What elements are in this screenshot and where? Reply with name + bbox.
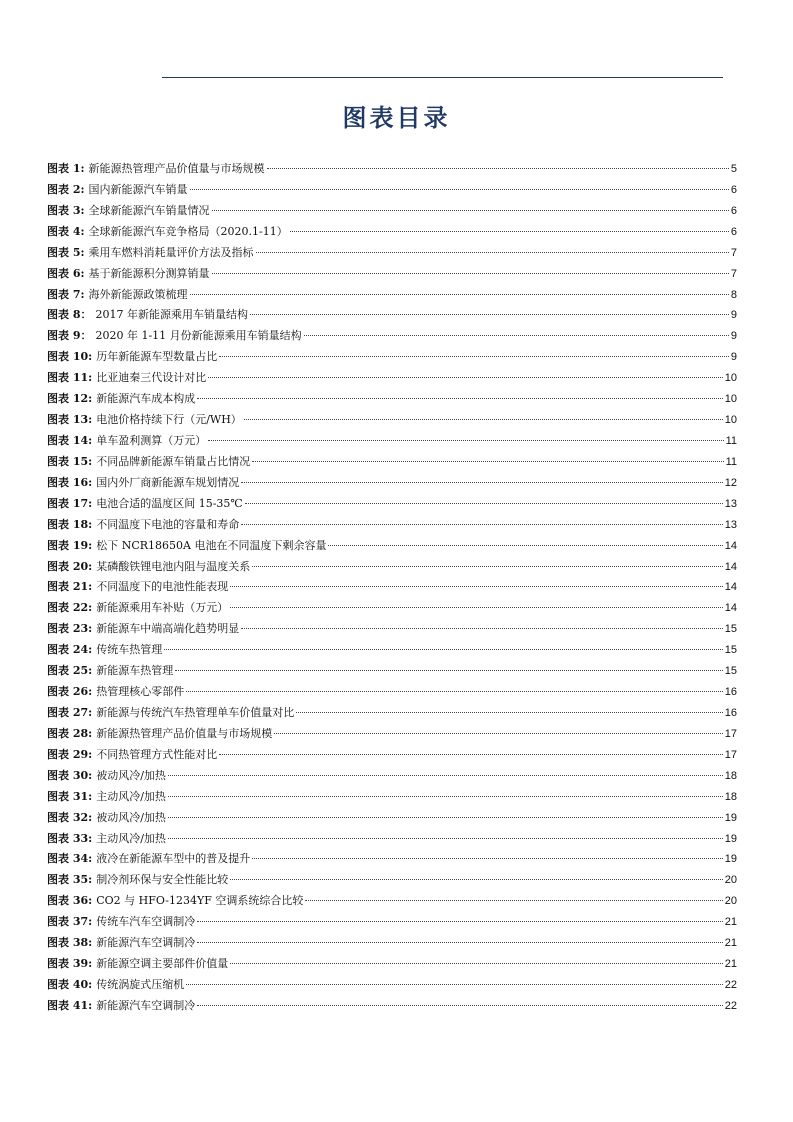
dot-leader bbox=[230, 585, 723, 587]
entry-page-number: 6 bbox=[730, 204, 737, 217]
toc-entry[interactable] bbox=[47, 745, 737, 766]
entry-title: 海外新能源政策梳理 bbox=[88, 287, 188, 301]
entry-page-number: 21 bbox=[724, 937, 737, 950]
toc-entry[interactable] bbox=[47, 326, 737, 347]
dot-leader bbox=[252, 460, 723, 462]
entry-page-number: 13 bbox=[724, 497, 737, 510]
entry-page-number: 15 bbox=[724, 644, 737, 657]
toc-entry[interactable] bbox=[47, 201, 737, 222]
entry-page-number: 20 bbox=[724, 895, 737, 908]
dot-leader bbox=[186, 690, 723, 692]
entry-label: 图表 2: bbox=[47, 182, 85, 196]
entry-label: 图表 5: bbox=[47, 245, 85, 259]
entry-title: 国内外厂商新能源车规划情况 bbox=[96, 475, 240, 489]
entry-page-number: 19 bbox=[724, 853, 737, 866]
entry-title: 传统车汽车空调制冷 bbox=[96, 915, 196, 929]
dot-leader bbox=[197, 397, 723, 399]
dot-leader bbox=[256, 251, 729, 253]
toc-entry[interactable] bbox=[47, 389, 737, 410]
entry-title: 主动风冷/加热 bbox=[96, 789, 166, 803]
entry-page-number: 21 bbox=[724, 916, 737, 929]
entry-label: 图表 40: bbox=[47, 977, 93, 991]
toc-entry[interactable] bbox=[47, 347, 737, 368]
entry-page-number: 20 bbox=[724, 874, 737, 887]
entry-label: 图表 41: bbox=[47, 998, 93, 1012]
toc-entry[interactable] bbox=[47, 431, 737, 452]
entry-label: 图表 33: bbox=[47, 831, 93, 845]
entry-page-number: 6 bbox=[730, 183, 737, 196]
dot-leader bbox=[296, 711, 723, 713]
entry-title: 某磷酸铁锂电池内阻与温度关系 bbox=[96, 559, 251, 573]
entry-page-number: 17 bbox=[724, 748, 737, 761]
entry-page-number: 10 bbox=[724, 372, 737, 385]
entry-page-number: 15 bbox=[724, 665, 737, 678]
entry-title: 2020 年 1-11 月份新能源乘用车销量结构 bbox=[95, 329, 302, 343]
entry-page-number: 14 bbox=[724, 560, 737, 573]
dot-leader bbox=[230, 606, 723, 608]
dot-leader bbox=[168, 774, 723, 776]
dot-leader bbox=[168, 816, 723, 818]
toc-entry[interactable] bbox=[47, 808, 737, 829]
toc-entry[interactable] bbox=[47, 829, 737, 850]
entry-label: 图表 15: bbox=[47, 454, 93, 468]
dot-leader bbox=[168, 837, 723, 839]
entry-page-number: 22 bbox=[724, 978, 737, 991]
toc-entry[interactable] bbox=[47, 264, 737, 285]
entry-title: 不同品牌新能源车销量占比情况 bbox=[96, 454, 251, 468]
toc-entry[interactable] bbox=[47, 724, 737, 745]
toc-entry[interactable] bbox=[47, 222, 737, 243]
dot-leader bbox=[190, 293, 729, 295]
entry-label: 图表 28: bbox=[47, 726, 93, 740]
dot-leader bbox=[241, 523, 723, 525]
dot-leader bbox=[305, 899, 722, 901]
entry-page-number: 13 bbox=[724, 518, 737, 531]
entry-label: 图表 1: bbox=[47, 162, 85, 175]
entry-label: 图表 7: bbox=[47, 287, 85, 301]
entry-title: 乘用车燃料消耗量评价方法及指标 bbox=[88, 245, 254, 259]
entry-label: 图表 14: bbox=[47, 433, 93, 447]
entry-label: 图表 23: bbox=[47, 622, 93, 636]
entry-title: 新能源与传统汽车热管理单车价值量对比 bbox=[96, 705, 295, 719]
entry-title: 新能源热管理产品价值量与市场规模 bbox=[88, 162, 265, 175]
toc-entry[interactable] bbox=[47, 912, 737, 933]
dot-leader bbox=[230, 878, 723, 880]
figure-list bbox=[47, 159, 737, 1017]
entry-page-number: 15 bbox=[724, 623, 737, 636]
toc-entry[interactable] bbox=[47, 787, 737, 808]
entry-label: 图表 24: bbox=[47, 643, 93, 657]
entry-label: 图表 8： bbox=[47, 308, 92, 322]
entry-label: 图表 12: bbox=[47, 392, 93, 406]
entry-title: 全球新能源汽车销量情况 bbox=[88, 203, 210, 217]
entry-page-number: 21 bbox=[724, 958, 737, 971]
entry-label: 图表 6: bbox=[47, 266, 85, 280]
entry-label: 图表 17: bbox=[47, 496, 93, 510]
entry-title: 单车盈利测算（万元） bbox=[96, 433, 207, 447]
toc-entry[interactable] bbox=[47, 661, 737, 682]
entry-title: 比亚迪秦三代设计对比 bbox=[96, 371, 207, 385]
entry-page-number: 10 bbox=[724, 393, 737, 406]
dot-leader bbox=[252, 565, 723, 567]
dot-leader bbox=[190, 188, 729, 190]
entry-title: 新能源汽车成本构成 bbox=[96, 392, 196, 406]
toc-entry[interactable] bbox=[47, 703, 737, 724]
entry-title: 新能源空调主要部件价值量 bbox=[96, 957, 229, 971]
entry-label: 图表 4: bbox=[47, 224, 85, 238]
dot-leader bbox=[164, 648, 723, 650]
entry-page-number: 11 bbox=[725, 434, 737, 447]
toc-entry[interactable] bbox=[47, 368, 737, 389]
toc-entry[interactable] bbox=[47, 996, 737, 1017]
entry-label: 图表 10: bbox=[47, 350, 93, 364]
entry-label: 图表 25: bbox=[47, 664, 93, 678]
entry-page-number: 9 bbox=[730, 351, 737, 364]
entry-title: 热管理核心零部件 bbox=[96, 685, 185, 699]
entry-title: 传统涡旋式压缩机 bbox=[96, 977, 185, 991]
entry-label: 图表 29: bbox=[47, 747, 93, 761]
toc-entry[interactable] bbox=[47, 285, 737, 306]
entry-page-number: 14 bbox=[724, 581, 737, 594]
entry-page-number: 18 bbox=[724, 790, 737, 803]
entry-title: 新能源热管理产品价值量与市场规模 bbox=[96, 726, 273, 740]
toc-entry[interactable] bbox=[47, 180, 737, 201]
dot-leader bbox=[208, 376, 723, 378]
toc-entry[interactable] bbox=[47, 849, 737, 870]
entry-title: 新能源汽车空调制冷 bbox=[96, 998, 196, 1012]
dot-leader bbox=[267, 167, 729, 169]
toc-entry[interactable] bbox=[47, 619, 737, 640]
toc-entry[interactable] bbox=[47, 452, 737, 473]
dot-leader bbox=[168, 795, 723, 797]
entry-title: 被动风冷/加热 bbox=[96, 810, 166, 824]
entry-label: 图表 22: bbox=[47, 601, 93, 615]
toc-entry[interactable] bbox=[47, 870, 737, 891]
entry-page-number: 14 bbox=[724, 602, 737, 615]
entry-title: 不同热管理方式性能对比 bbox=[96, 747, 218, 761]
toc-entry[interactable] bbox=[47, 410, 737, 431]
dot-leader bbox=[245, 502, 723, 504]
entry-label: 图表 35: bbox=[47, 873, 93, 887]
entry-page-number: 7 bbox=[730, 246, 737, 259]
entry-label: 图表 21: bbox=[47, 580, 93, 594]
entry-title: CO2 与 HFO-1234YF 空调系统综合比较 bbox=[96, 894, 304, 908]
dot-leader bbox=[197, 920, 723, 922]
entry-label: 图表 9： bbox=[47, 329, 92, 343]
entry-page-number: 5 bbox=[730, 163, 737, 175]
entry-page-number: 9 bbox=[730, 309, 737, 322]
entry-label: 图表 26: bbox=[47, 685, 93, 699]
entry-label: 图表 36: bbox=[47, 894, 93, 908]
toc-entry[interactable] bbox=[47, 494, 737, 515]
dot-leader bbox=[186, 983, 723, 985]
entry-label: 图表 39: bbox=[47, 957, 93, 971]
entry-page-number: 9 bbox=[730, 330, 737, 343]
toc-entry[interactable] bbox=[47, 305, 737, 326]
toc-entry[interactable] bbox=[47, 598, 737, 619]
entry-label: 图表 13: bbox=[47, 413, 93, 427]
dot-leader bbox=[250, 313, 729, 315]
entry-page-number: 16 bbox=[724, 686, 737, 699]
entry-title: 电池价格持续下行（元/WH） bbox=[96, 413, 242, 427]
entry-title: 2017 年新能源乘用车销量结构 bbox=[95, 308, 248, 322]
entry-label: 图表 37: bbox=[47, 915, 93, 929]
entry-page-number: 10 bbox=[724, 414, 737, 427]
toc-entry[interactable] bbox=[47, 557, 737, 578]
entry-label: 图表 27: bbox=[47, 705, 93, 719]
dot-leader bbox=[197, 941, 723, 943]
entry-label: 图表 32: bbox=[47, 810, 93, 824]
entry-page-number: 16 bbox=[724, 706, 737, 719]
entry-page-number: 6 bbox=[730, 225, 737, 238]
entry-page-number: 7 bbox=[730, 267, 737, 280]
dot-leader bbox=[212, 209, 729, 211]
entry-title: 新能源汽车空调制冷 bbox=[96, 936, 196, 950]
entry-page-number: 8 bbox=[730, 288, 737, 301]
entry-title: 不同温度下的电池性能表现 bbox=[96, 580, 229, 594]
entry-label: 图表 18: bbox=[47, 517, 93, 531]
toc-entry[interactable] bbox=[47, 933, 737, 954]
entry-title: 主动风冷/加热 bbox=[96, 831, 166, 845]
entry-title: 国内新能源汽车销量 bbox=[88, 182, 188, 196]
dot-leader bbox=[328, 544, 722, 546]
entry-title: 新能源车热管理 bbox=[96, 664, 174, 678]
dot-leader bbox=[244, 418, 723, 420]
entry-title: 新能源车中端高端化趋势明显 bbox=[96, 622, 240, 636]
entry-title: 电池合适的温度区间 15-35℃ bbox=[96, 496, 243, 510]
entry-title: 制冷剂环保与安全性能比较 bbox=[96, 873, 229, 887]
entry-label: 图表 11: bbox=[47, 371, 93, 385]
toc-entry[interactable] bbox=[47, 159, 737, 180]
entry-label: 图表 31: bbox=[47, 789, 93, 803]
entry-title: 全球新能源汽车竞争格局（2020.1-11） bbox=[88, 224, 288, 238]
toc-entry[interactable] bbox=[47, 536, 737, 557]
entry-page-number: 17 bbox=[724, 727, 737, 740]
entry-title: 被动风冷/加热 bbox=[96, 768, 166, 782]
dot-leader bbox=[290, 230, 729, 232]
dot-leader bbox=[197, 1004, 723, 1006]
entry-label: 图表 34: bbox=[47, 852, 93, 866]
dot-leader bbox=[230, 962, 723, 964]
toc-entry[interactable] bbox=[47, 766, 737, 787]
entry-label: 图表 38: bbox=[47, 936, 93, 950]
dot-leader bbox=[208, 439, 723, 441]
toc-entry[interactable] bbox=[47, 975, 737, 996]
entry-title: 基于新能源积分测算销量 bbox=[88, 266, 210, 280]
entry-page-number: 14 bbox=[724, 539, 737, 552]
toc-entry[interactable] bbox=[47, 577, 737, 598]
entry-title: 传统车热管理 bbox=[96, 643, 163, 657]
toc-entry[interactable] bbox=[47, 891, 737, 912]
dot-leader bbox=[241, 627, 723, 629]
entry-title: 历年新能源车型数量占比 bbox=[96, 350, 218, 364]
entry-title: 液冷在新能源车型中的普及提升 bbox=[96, 852, 251, 866]
entry-page-number: 18 bbox=[724, 769, 737, 782]
entry-title: 松下 NCR18650A 电池在不同温度下剩余容量 bbox=[96, 538, 327, 552]
entry-page-number: 22 bbox=[724, 999, 737, 1012]
entry-label: 图表 20: bbox=[47, 559, 93, 573]
toc-entry[interactable] bbox=[47, 515, 737, 536]
entry-label: 图表 16: bbox=[47, 475, 93, 489]
header-rule bbox=[162, 77, 723, 78]
toc-entry[interactable] bbox=[47, 243, 737, 264]
entry-label: 图表 30: bbox=[47, 768, 93, 782]
entry-page-number: 19 bbox=[724, 811, 737, 824]
dot-leader bbox=[252, 857, 723, 859]
dot-leader bbox=[219, 355, 729, 357]
entry-label: 图表 19: bbox=[47, 538, 93, 552]
dot-leader bbox=[219, 753, 723, 755]
toc-entry[interactable] bbox=[47, 640, 737, 661]
toc-entry[interactable] bbox=[47, 954, 737, 975]
toc-entry[interactable] bbox=[47, 682, 737, 703]
entry-page-number: 19 bbox=[724, 832, 737, 845]
dot-leader bbox=[274, 732, 723, 734]
toc-entry[interactable] bbox=[47, 473, 737, 494]
dot-leader bbox=[304, 334, 729, 336]
dot-leader bbox=[241, 481, 723, 483]
entry-page-number: 11 bbox=[725, 455, 737, 468]
entry-page-number: 12 bbox=[724, 476, 737, 489]
entry-title: 新能源乘用车补贴（万元） bbox=[96, 601, 229, 615]
dot-leader bbox=[175, 669, 723, 671]
entry-label: 图表 3: bbox=[47, 203, 85, 217]
entry-title: 不同温度下电池的容量和寿命 bbox=[96, 517, 240, 531]
dot-leader bbox=[212, 272, 729, 274]
page-title: 图表目录 bbox=[342, 103, 451, 132]
